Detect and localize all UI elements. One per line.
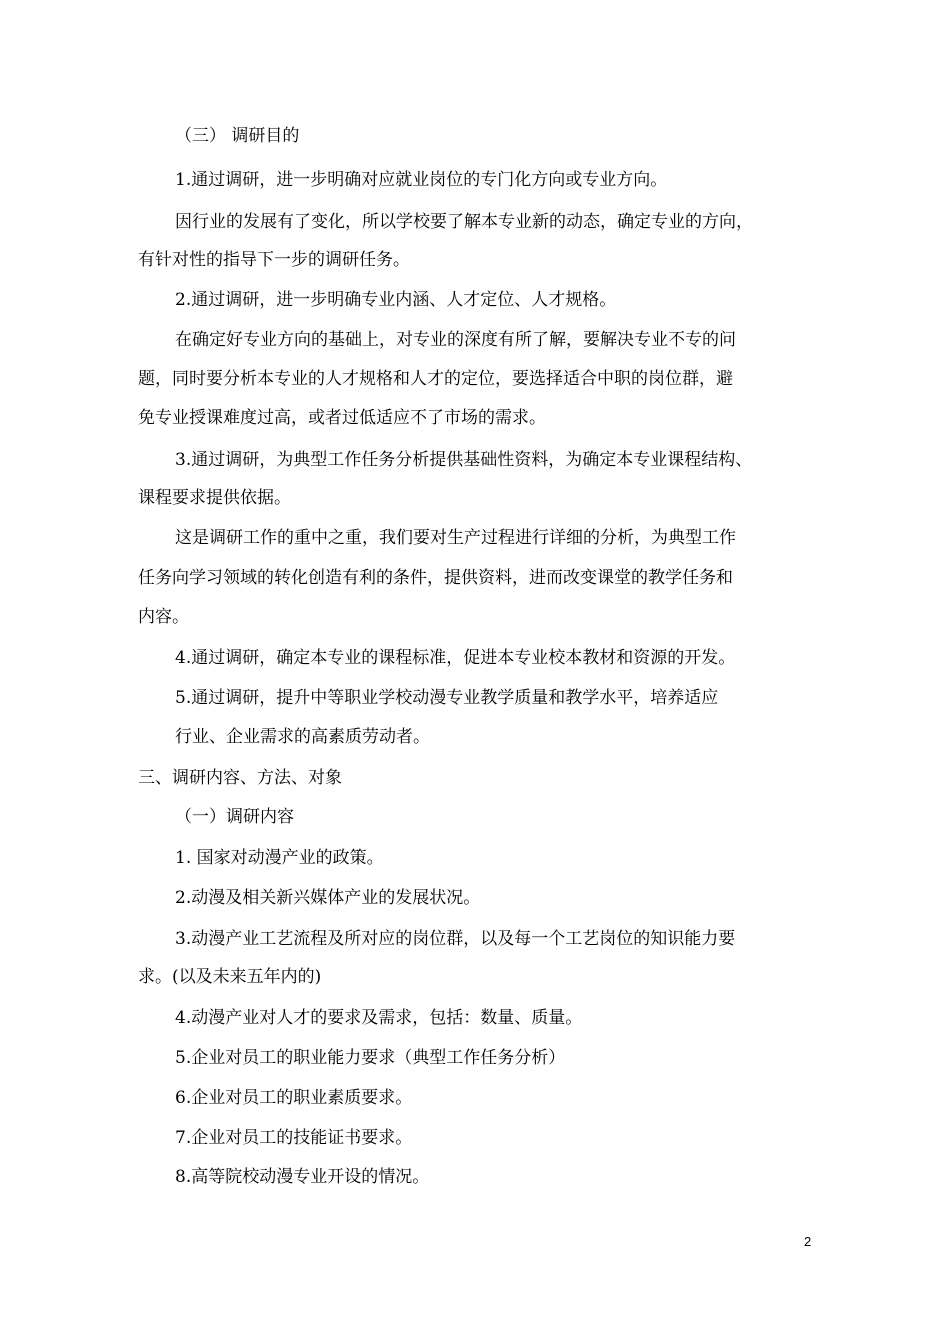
list-item: 8.高等院校动漫专业开设的情况。	[175, 1167, 430, 1187]
paragraph-line: 内容。	[138, 607, 189, 627]
list-item: 求。(以及未来五年内的)	[138, 967, 322, 987]
list-item: 5.企业对员工的职业能力要求（典型工作任务分析）	[175, 1048, 566, 1068]
list-item: 7.企业对员工的技能证书要求。	[175, 1128, 413, 1148]
paragraph-line: 3.通过调研，为典型工作任务分析提供基础性资料，为确定本专业课程结构、	[175, 450, 753, 470]
paragraph-line: 这是调研工作的重中之重，我们要对生产过程进行详细的分析，为典型工作	[175, 528, 736, 548]
paragraph-line: 有针对性的指导下一步的调研任务。	[138, 250, 410, 270]
list-item: 4.动漫产业对人才的要求及需求，包括：数量、质量。	[175, 1008, 583, 1028]
list-item: 3.动漫产业工艺流程及所对应的岗位群，以及每一个工艺岗位的知识能力要	[175, 929, 736, 949]
paragraph-line: 1.通过调研，进一步明确对应就业岗位的专门化方向或专业方向。	[175, 170, 668, 190]
paragraph-line: 课程要求提供依据。	[138, 488, 291, 508]
section-heading: （三） 调研目的	[175, 126, 300, 146]
list-item: 1. 国家对动漫产业的政策。	[175, 848, 384, 868]
list-item: 6.企业对员工的职业素质要求。	[175, 1088, 413, 1108]
paragraph-line: 任务向学习领域的转化创造有利的条件，提供资料，进而改变课堂的教学任务和	[138, 568, 733, 588]
section-heading: 三、调研内容、方法、对象	[138, 768, 342, 788]
paragraph-line: 5.通过调研，提升中等职业学校动漫专业教学质量和教学水平，培养适应	[175, 688, 719, 708]
paragraph-line: 4.通过调研，确定本专业的课程标准，促进本专业校本教材和资源的开发。	[175, 648, 736, 668]
paragraph-line: 免专业授课难度过高，或者过低适应不了市场的需求。	[138, 408, 546, 428]
paragraph-line: 在确定好专业方向的基础上，对专业的深度有所了解，要解决专业不专的问	[175, 330, 736, 350]
paragraph-line: 2.通过调研，进一步明确专业内涵、人才定位、人才规格。	[175, 290, 617, 310]
page-number: 2	[804, 1234, 812, 1249]
paragraph-line: 题，同时要分析本专业的人才规格和人才的定位，要选择适合中职的岗位群，避	[138, 369, 733, 389]
paragraph-line: 行业、企业需求的高素质劳动者。	[175, 727, 430, 747]
paragraph-line: 因行业的发展有了变化，所以学校要了解本专业新的动态，确定专业的方向，	[175, 212, 753, 232]
list-item: 2.动漫及相关新兴媒体产业的发展状况。	[175, 888, 481, 908]
subsection-heading: （一）调研内容	[175, 807, 294, 827]
